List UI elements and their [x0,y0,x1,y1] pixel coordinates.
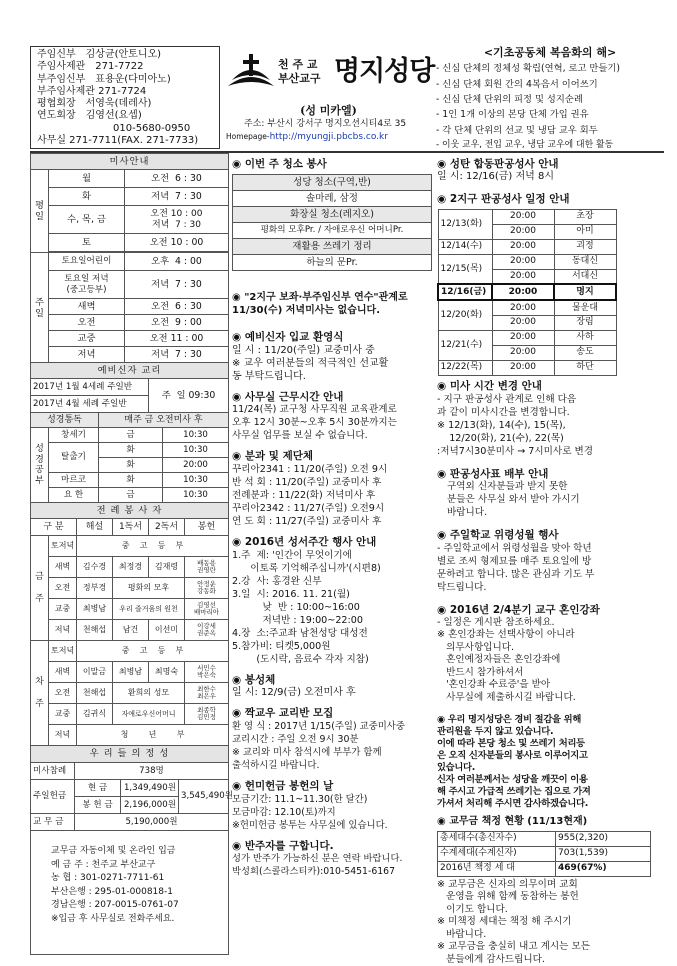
study-time: 10:30 [163,473,229,488]
mass-time: 오전 11 : 00 [125,331,229,347]
schedule-date: 12/20(화) [438,300,492,330]
server-offering: 안정운 강동화 [185,578,229,599]
attendance-count: 738명 [75,763,229,780]
schedule-time: 20:00 [492,330,554,345]
bank-line: 교무금 자동이체 및 온라인 입금 [51,846,176,856]
mass-day: 토요일어린이 [49,253,125,271]
study-day: 화 [99,473,163,488]
study-time: 10:30 [163,428,229,443]
schedule-date: 12/13(화) [438,209,492,239]
notice-title: ◉ 분과 및 제단체 [232,450,432,463]
notice-workshop [232,291,432,317]
bible-reading-label: 성경통독 [31,413,99,428]
server-name: 천해섭 [77,683,113,704]
catechumen-time: 주 일 09:30 [149,379,229,413]
cleaning-group: 평화의 모후Pr. / 자애로우신 어머니Pr. [233,222,432,238]
schedule-date: 12/14(수) [438,239,492,254]
server-name: 최정경 [113,557,149,578]
schedule-title: ◉ 2지구 판공성사 일정 안내 [437,193,667,206]
server-offering: 서민수 박은숙 [185,662,229,683]
mass-time: 오후 4 : 00 [125,253,229,271]
bible-study-table [30,412,229,503]
catechumen-table [30,362,229,413]
study-book: 마르코 [49,473,99,488]
schedule-parish: 하단 [554,360,616,375]
staff-line: 주임신부 김상균(안토니오) [37,49,162,60]
dues-value: 703(1,539) [556,846,651,861]
server-group: 평화의 모후 [113,578,185,599]
schedule-parish: 초장 [554,209,616,224]
mass-day: 수, 목, 금 [49,206,125,234]
motto-item: - 1인 1개 이상의 본당 단체 가입 권유 [436,109,589,121]
schedule-parish: 동대신 [554,254,616,269]
notice-body: 일 시 : 11/20(주일) 교중미사 중 ※ 교우 여러분들의 적극적인 선교활 동 부탁드립니다. [232,344,389,382]
bank-line: 경남은행 : 207-0015-0761-07 [51,900,179,910]
server-slot: 새벽 [49,662,77,683]
offering-label: 교 무 금 [31,814,75,831]
left-column [30,153,234,955]
schedule-parish: 송도 [554,345,616,360]
schedule-parish: 아미 [554,224,616,239]
notice-title: ◉ 헌미헌금 봉헌의 날 [232,780,432,793]
homepage [226,132,388,143]
motto-item: - 각 단체 단위의 선교 및 냉담 교우 회두 [436,124,598,136]
schedule-time: 20:00 [492,345,554,360]
sunday-label: 주 일 [31,253,49,363]
schedule-date: 12/22(목) [438,360,492,375]
notice-catechumen [232,331,432,383]
staff-line: 연도회장 김영선(요셉) [37,110,142,122]
bank-line: 부산은행 : 295-01-000818-1 [51,886,173,897]
mass-time: 저녁 7 : 30 [125,347,229,363]
org-label-1: 천 주 교 [278,58,318,71]
notice-accompanist [232,840,432,879]
study-day: 금 [99,488,163,503]
notice-title: ◉ 2016년 2/4분기 교구 혼인강좌 [437,604,667,617]
server-slot: 교중 [49,599,77,620]
server-name: 이선미 [149,620,185,641]
servers-header: 해설 [77,519,113,536]
church-emblem-icon [226,54,276,94]
mass-time: 저녁 7 : 30 [125,271,229,299]
bible-reading-time: 매주 금 오전미사 후 [99,413,229,428]
staff-line: 010-5680-0950 [113,122,191,134]
notice-penance-card [437,468,667,520]
server-slot: 새벽 [49,557,77,578]
bank-info [30,831,229,955]
server-offering: 최종학 김민정 [185,704,229,725]
server-slot: 오전 [49,578,77,599]
mass-day: 교중 [49,331,125,347]
mass-table [30,153,229,363]
staff-line: 부주임사제관 271-7724 [37,85,147,97]
notice-title: ◉ 예비신자 입교 환영식 [232,331,432,344]
schedule-time: 20:00 [492,209,554,224]
notice-body: - 일정은 게시판 참조하세요. ※ 혼인강좌는 선택사항이 아니라 의무사항입니다. 혼인예정자들은 혼인강좌에 반드시 참가하셔서 '혼인강좌 수료증'을 받아 사무실에 제출하시길 바랍니다. [437,616,576,703]
offering-total: 3,545,490원 [179,780,229,814]
notice-body: 일 시: 12/16(금) 저녁 8시 [437,170,555,182]
notice-body: - 지구 판공성사 관계로 인해 다음 과 같이 미사시간을 변경합니다. ※ 12/13(화), 14(수), 15(목), 12/20(화), 21(수), 22(목) :저녁7시30분미사 → 7시미사로 변경 [437,393,594,457]
server-name: 남건 [113,620,149,641]
notice-body: 11/24(목) 교구청 사무직원 교육관계로 오후 12시 30분~오후 5시 30분까지는 사무실 업무를 보실 수 없습니다. [232,404,397,442]
bank-line: 농 협 : 301-0271-7711-61 [51,873,165,883]
server-slot: 저녁 [49,725,77,746]
mass-day: 토 [49,234,125,252]
notice-christmas-penance [437,158,667,183]
schedule-parish: 사하 [554,330,616,345]
middle-column [232,158,432,886]
server-name: 김재령 [149,557,185,578]
server-name: 최명숙 [149,662,185,683]
notice-sunday-school [437,529,667,594]
offering-label: 주일헌금 [31,780,75,814]
mass-day: 토요일 저녁 (중고등부) [49,271,125,299]
mass-time: 오전 9 : 00 [125,315,229,331]
server-group: 청 년 부 [77,725,229,746]
org-label-2: 부산교구 [278,72,321,85]
schedule-parish: 괴정 [554,239,616,254]
staff-line: 주임사제관 271-7722 [37,61,144,73]
motto-item: - 신심 단체 회원 간의 4복음서 이어쓰기 [436,78,598,90]
dues-title: ◉ 교무금 책정 현황 (11/13현재) [437,816,667,828]
server-slot: 토저녁 [49,641,77,662]
schedule-parish: 물운대 [554,300,616,315]
server-name: 이말금 [77,662,113,683]
offering-label: 미사참례 [31,763,75,780]
notice-office-hours [232,391,432,443]
notice-body: 꾸리아2341 : 11/20(주일) 오전 9시 반 석 회 : 11/20(주일) 교중미사 후 전례분과 : 11/22(화) 저녁미사 후 꾸리아2342 : 11/27(주일) 오전9시 연 도 회 : 11/27(주일) 교중미사 후 [232,464,388,528]
motto-title: <기초공동체 복음화의 해> [483,46,617,59]
right-column [437,158,667,966]
bank-line: 예 금 주 : 천주교 부산교구 [51,859,156,870]
server-group: 우리 즐거움의 원천 [113,599,185,620]
dues-label: 총세대수(총신자수) [438,831,556,846]
motto-box [436,46,664,153]
parish-logo [226,52,435,100]
schedule-parish-highlight: 명지 [554,284,616,300]
study-time: 20:00 [163,458,229,473]
schedule-date: 12/21(수) [438,330,492,360]
parish-name: 명지성당 [334,56,435,87]
notice-body: - 주일학교에서 위령성월을 맞아 학년 별로 조씨 형제묘를 매주 토요일에 방 문하려고 합니다. 많은 관심과 기도 부 탁드립니다. [437,543,595,594]
dues-value: 955(2,320) [556,831,651,846]
cleaning-task: 화장실 청소(레지오) [233,206,432,222]
servers-header: 2독서 [149,519,185,536]
schedule-time: 20:00 [492,269,554,284]
server-slot: 저녁 [49,620,77,641]
liturgy-servers-table [30,502,229,746]
schedule-time: 20:00 [492,224,554,239]
study-book: 탈출기 [49,443,99,473]
week-label: 금 주 [31,536,49,641]
mass-title: 미사안내 [31,154,229,170]
mass-day: 저녁 [49,347,125,363]
cleaning-group: 하늘의 문Pr. [233,254,432,270]
notice-bible-week [232,536,432,666]
mass-time: 오전 10 : 00 저녁 7 : 30 [125,206,229,234]
server-group: 중 고 등 부 [77,536,229,557]
study-day: 금 [99,428,163,443]
penance-schedule-table [437,209,617,376]
mass-time: 오전 6 : 30 [125,299,229,315]
server-slot: 토저녁 [49,536,77,557]
cleaning-task: 재활용 쓰레기 정리 [233,238,432,254]
staff-line: 평협회장 서영욱(데레사) [37,98,152,110]
offering-amount: 1,349,490원 [121,780,179,797]
notice-title: ◉ 주일학교 위령성월 행사 [437,529,667,542]
notice-title: ◉ 반주자를 구합니다. [232,840,432,853]
schedule-parish: 장림 [554,315,616,330]
server-group: 중 고 등 부 [77,641,229,662]
notice-body: 성가 반주가 가능하신 분은 연락 바랍니다. 박성희(스콜라스티카):010-5451-6167 [232,853,403,878]
server-offering: 이강세 권준옥 [185,620,229,641]
patron-saint: (성 미카엘) [300,104,357,117]
server-group: 자애로우신어머니 [113,704,185,725]
schedule-date-highlight: 12/16(금) [438,284,492,300]
server-name: 정부경 [77,578,113,599]
servers-header: 구 분 [31,519,77,536]
study-day: 화 [99,443,163,458]
notice-body: 1.주 제: '인간이 무엇이기에 이토록 기억해주십니까'(시편8) 2.강 사: 홍경완 신부 3.일 시: 2016. 11. 21(월) 낮 반 : 10:00~16:00 저녁반 : 19:00~22:00 4.장 소:주교좌 남천성당 대성전 5.참가비: 티켓5,000원 (도시락, 음료수 각자 지참) [232,549,381,665]
staff-box [30,46,220,149]
mass-time: 오전 10 : 00 [125,234,229,252]
cleaning-task: 성당 청소(구역,반) [233,174,432,190]
dues-note: ※ 교무금은 신자의 의무이며 교회 운영을 위해 함께 동참하는 봉헌 이기도 합니다. ※ 미책정 세대는 책정 해 주시기 바랍니다. ※ 교무금을 충실히 내고 계시는 모든 분들에게 감사드립니다. [437,878,591,965]
dues-value: 469(67%) [556,861,651,876]
week-label: 차 주 [31,641,49,746]
server-offering: 최한수 최은우 [185,683,229,704]
bank-line: ※입금 후 사무실로 전화주세요. [51,913,175,924]
notice-title: ◉ 판공성사표 배부 안내 [437,468,667,481]
offering-amount: 2,196,000원 [121,797,179,814]
notice-couple-class [232,707,432,772]
notice-mass-change [437,380,667,458]
schedule-time: 20:00 [492,300,554,315]
notice-title: ◉ 봉성체 [232,674,432,687]
weekday-label: 평 일 [31,170,49,253]
cleaning-table [232,174,432,271]
servers-header: 1독서 [113,519,149,536]
offering-type: 현 금 [75,780,121,797]
dues-amount: 5,190,000원 [75,814,229,831]
servers-header: 봉헌 [185,519,229,536]
mass-day: 화 [49,188,125,206]
study-time: 10:30 [163,443,229,458]
study-day: 화 [99,458,163,473]
catechumen-class: 2017년 1월 4세례 주일반 [31,379,149,396]
mass-day: 월 [49,170,125,188]
motto-item: - 신심 단체 단위의 피정 및 성지순례 [436,94,583,105]
server-name: 김수경 [77,557,113,578]
homepage-link[interactable]: http://myungji.pbcbs.co.kr [269,132,388,142]
schedule-time: 20:00 [492,315,554,330]
notice-communion-sick [232,674,432,699]
staff-line: 부주임신부 표용운(다미아노) [37,73,171,85]
notice-body: 모금기간: 11.1~11.30(한 달간) 모금마감: 12.10(토)까지 ※헌미헌금 봉투는 사무실에 있습니다. [232,793,388,831]
notice-marriage-course [437,604,667,704]
motto-item: - 이웃 교우, 전입 교우, 냉담 교우에 대한 활동 [436,139,614,150]
study-book: 창세기 [49,428,99,443]
notice-title: ◉ 사무실 근무시간 안내 [232,391,432,404]
mass-day: 오전 [49,315,125,331]
mass-time: 오전 6 : 30 [125,170,229,188]
server-offering: 김영선 배마리아 [185,599,229,620]
catechumen-title: 예비신자 교리 [31,363,229,379]
server-group: 환희의 성모 [113,683,185,704]
notice-cleaning-appeal [437,714,667,810]
schedule-date: 12/15(목) [438,254,492,284]
schedule-time: 20:00 [492,360,554,375]
server-name: 김귀식 [77,704,113,725]
bible-study-label: 성 경 공 부 [31,428,49,503]
notice-body: 구역외 신자분들과 받지 못한 분들은 사무실 와서 받아 가시기 바랍니다. [447,481,580,519]
notice-body: 일 시: 12/9(금) 오전미사 후 [232,686,356,698]
notice-committees [232,450,432,528]
server-name: 천해섭 [77,620,113,641]
dues-label: 수계세대(수계신자) [438,846,556,861]
dues-label: 2016년 책정 세 대 [438,861,556,876]
offering-table [30,745,234,831]
cleaning-title: ◉ 이번 주 청소 봉사 [232,158,432,171]
servers-title: 전 례 봉 사 자 [31,503,229,519]
schedule-time-highlight: 20:00 [492,284,554,300]
server-name: 최병남 [77,599,113,620]
notice-title: ◉ 우리 명지성당은 경비 절감을 위해 관리원을 두지 않고 있습니다. 이에 따라 본당 청소 및 쓰레기 처리등 은 오직 신자분들의 봉사로 이루어지고 있습니다. 신자 여러분께서는 성당을 깨끗이 이용 해 주시고 가급적 쓰레기는 집으로 가져 가셔서 처리해 주시면 감사하겠습니다. [437,714,667,810]
homepage-label: Homepage- [226,132,270,141]
catechumen-class: 2017년 4월 세례 주일반 [31,396,149,413]
dues-table [437,831,651,877]
schedule-time: 20:00 [492,239,554,254]
staff-line: 사무실 271-7711(FAX. 271-7733) [37,135,199,147]
mass-day: 새벽 [49,299,125,315]
server-name: 최병남 [113,662,149,683]
server-slot: 교중 [49,704,77,725]
notice-rice-offering [232,780,432,832]
mass-time: 저녁 7 : 30 [125,188,229,206]
offering-type: 봉 헌 금 [75,797,121,814]
notice-title: ◉ 짝교우 교리반 모집 [232,707,432,720]
study-time: 10:30 [163,488,229,503]
notice-title: ◉ 미사 시간 변경 안내 [437,380,667,393]
cleaning-group: 솔마레, 삼정 [233,190,432,206]
server-offering: 배동용 권영란 [185,557,229,578]
schedule-parish: 서대신 [554,269,616,284]
address: 주소: 부산시 강서구 명지오션시티4로 35 [244,119,407,129]
schedule-time: 20:00 [492,254,554,269]
notice-title: ◉ 성탄 합동판공성사 안내 [437,158,667,171]
notice-title: ◉ "2지구 보좌·부주임신부 연수"관계로 11/30(수) 저녁미사는 없습니다. [232,291,432,317]
notice-body: 환 영 식 : 2017년 1/15(주일) 교중미사중 교리시간 : 주일 오전 9시 30분 ※ 교리와 미사 참석시에 부부가 함께 출석하시길 바랍니다. [232,720,405,771]
notice-title: ◉ 2016년 성서주간 행사 안내 [232,536,432,549]
server-slot: 오전 [49,683,77,704]
offering-title: 우 리 들 의 정 성 [31,746,229,763]
motto-item: - 신심 단체의 정체성 확립(연혁, 로고 만들기) [436,63,620,75]
study-book: 요 한 [49,488,99,503]
